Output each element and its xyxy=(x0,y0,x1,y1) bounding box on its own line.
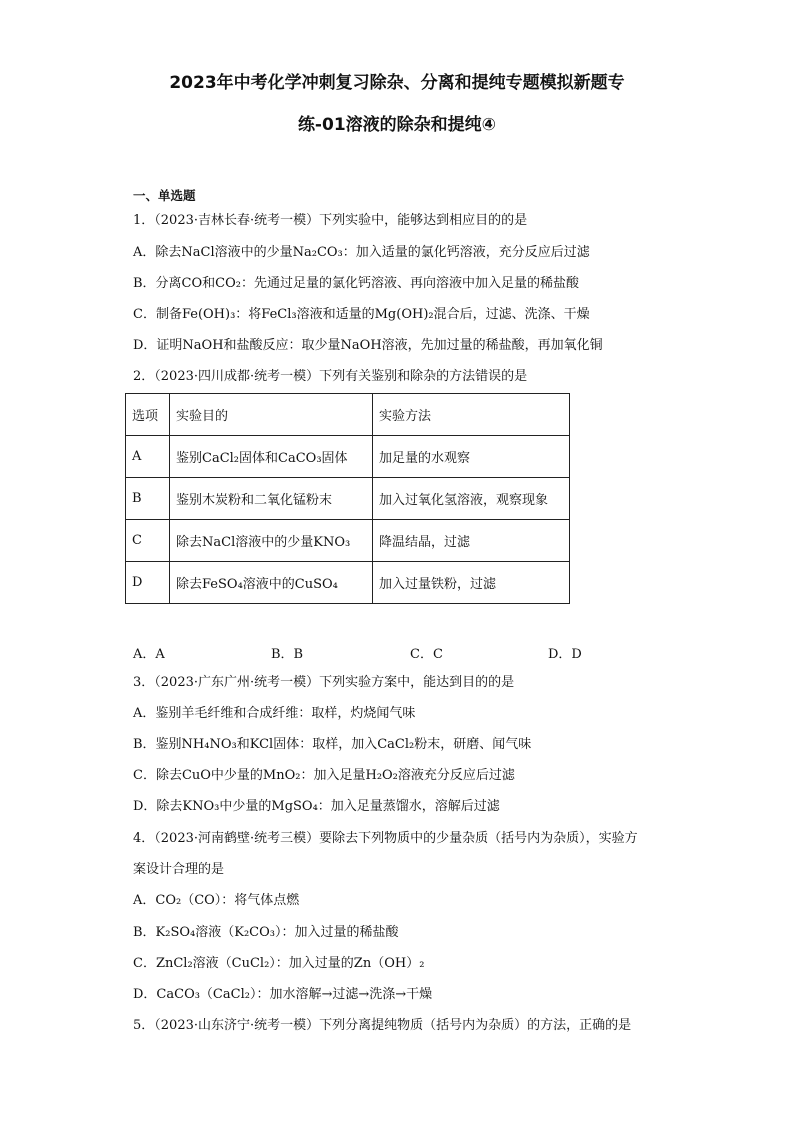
question-3-option-a: A．鉴别羊毛纤维和合成纤维：取样，灼烧闻气味 xyxy=(133,706,416,721)
table-cell: 除去FeSO₄溶液中的CuSO₄ xyxy=(170,562,373,604)
question-1-stem: 1．（2023·吉林长春·统考一模）下列实验中，能够达到相应目的的是 xyxy=(133,213,528,228)
question-3-option-b: B．鉴别NH₄NO₃和KCl固体：取样，加入CaCl₂粉末，研磨、闻气味 xyxy=(133,737,532,752)
question-2-stem: 2．（2023·四川成都·统考一模）下列有关鉴别和除杂的方法错误的是 xyxy=(133,369,528,384)
table-header-cell: 实验目的 xyxy=(170,394,373,436)
question-1-option-c: C．制备Fe(OH)₃：将FeCl₃溶液和适量的Mg(OH)₂混合后，过滤、洗涤、干燥 xyxy=(133,307,590,322)
question-5-stem: 5．（2023·山东济宁·统考一模）下列分离提纯物质（括号内为杂质）的方法，正确的是 xyxy=(133,1018,632,1033)
question-1-option-b: B．分离CO和CO₂：先通过足量的氯化钙溶液、再向溶液中加入足量的稀盐酸 xyxy=(133,276,579,291)
table-cell: 除去NaCl溶液中的少量KNO₃ xyxy=(170,520,373,562)
question-3-option-c: C．除去CuO中少量的MnO₂：加入足量H₂O₂溶液充分反应后过滤 xyxy=(133,768,515,783)
table-cell: 加入过量铁粉，过滤 xyxy=(373,562,570,604)
question-4-stem-continued: 案设计合理的是 xyxy=(133,862,225,877)
table-header-row xyxy=(126,394,570,436)
document-title-line2: 练-01溶液的除杂和提纯④ xyxy=(297,115,497,135)
question-4-option-b: B．K₂SO₄溶液（K₂CO₃）：加入过量的稀盐酸 xyxy=(133,925,399,940)
table-cell: B xyxy=(126,478,170,520)
table-cell: A xyxy=(126,436,170,478)
table-cell: D xyxy=(126,562,170,604)
question-3-stem: 3．（2023·广东广州·统考一模）下列实验方案中，能达到目的的是 xyxy=(133,675,515,690)
question-2-answer-b: B．B xyxy=(271,647,304,662)
question-1-option-d: D．证明NaOH和盐酸反应：取少量NaOH溶液，先加过量的稀盐酸，再加氧化铜 xyxy=(133,338,603,353)
question-1-option-a: A．除去NaCl溶液中的少量Na₂CO₃：加入适量的氯化钙溶液，充分反应后过滤 xyxy=(133,245,590,260)
table-row xyxy=(126,520,570,562)
question-4-option-a: A．CO₂（CO）：将气体点燃 xyxy=(133,893,300,908)
question-2-answer-d: D．D xyxy=(548,647,582,662)
table-cell: 鉴别CaCl₂固体和CaCO₃固体 xyxy=(170,436,373,478)
question-2-answer-a: A．A xyxy=(133,647,165,662)
question-2-table xyxy=(125,393,570,604)
question-4-stem: 4．（2023·河南鹤壁·统考三模）要除去下列物质中的少量杂质（括号内为杂质），实验方 xyxy=(133,831,638,846)
document-title-line1: 2023年中考化学冲刺复习除杂、分离和提纯专题模拟新题专 xyxy=(169,73,625,93)
table-row xyxy=(126,562,570,604)
question-2-answer-c: C．C xyxy=(410,647,443,662)
table-cell: 降温结晶，过滤 xyxy=(373,520,570,562)
table-cell: 鉴别木炭粉和二氧化锰粉末 xyxy=(170,478,373,520)
table-header-cell: 实验方法 xyxy=(373,394,570,436)
table-cell: 加足量的水观察 xyxy=(373,436,570,478)
question-4-option-d: D．CaCO₃（CaCl₂）：加水溶解→过滤→洗涤→干燥 xyxy=(133,987,433,1002)
table-row xyxy=(126,478,570,520)
question-4-option-c: C．ZnCl₂溶液（CuCl₂）：加入过量的Zn（OH）₂ xyxy=(133,956,425,971)
question-3-option-d: D．除去KNO₃中少量的MgSO₄：加入足量蒸馏水，溶解后过滤 xyxy=(133,799,500,814)
table-row xyxy=(126,436,570,478)
table-header-cell: 选项 xyxy=(126,394,170,436)
section-heading: 一、单选题 xyxy=(133,188,196,203)
table-cell: C xyxy=(126,520,170,562)
table-cell: 加入过氧化氢溶液，观察现象 xyxy=(373,478,570,520)
